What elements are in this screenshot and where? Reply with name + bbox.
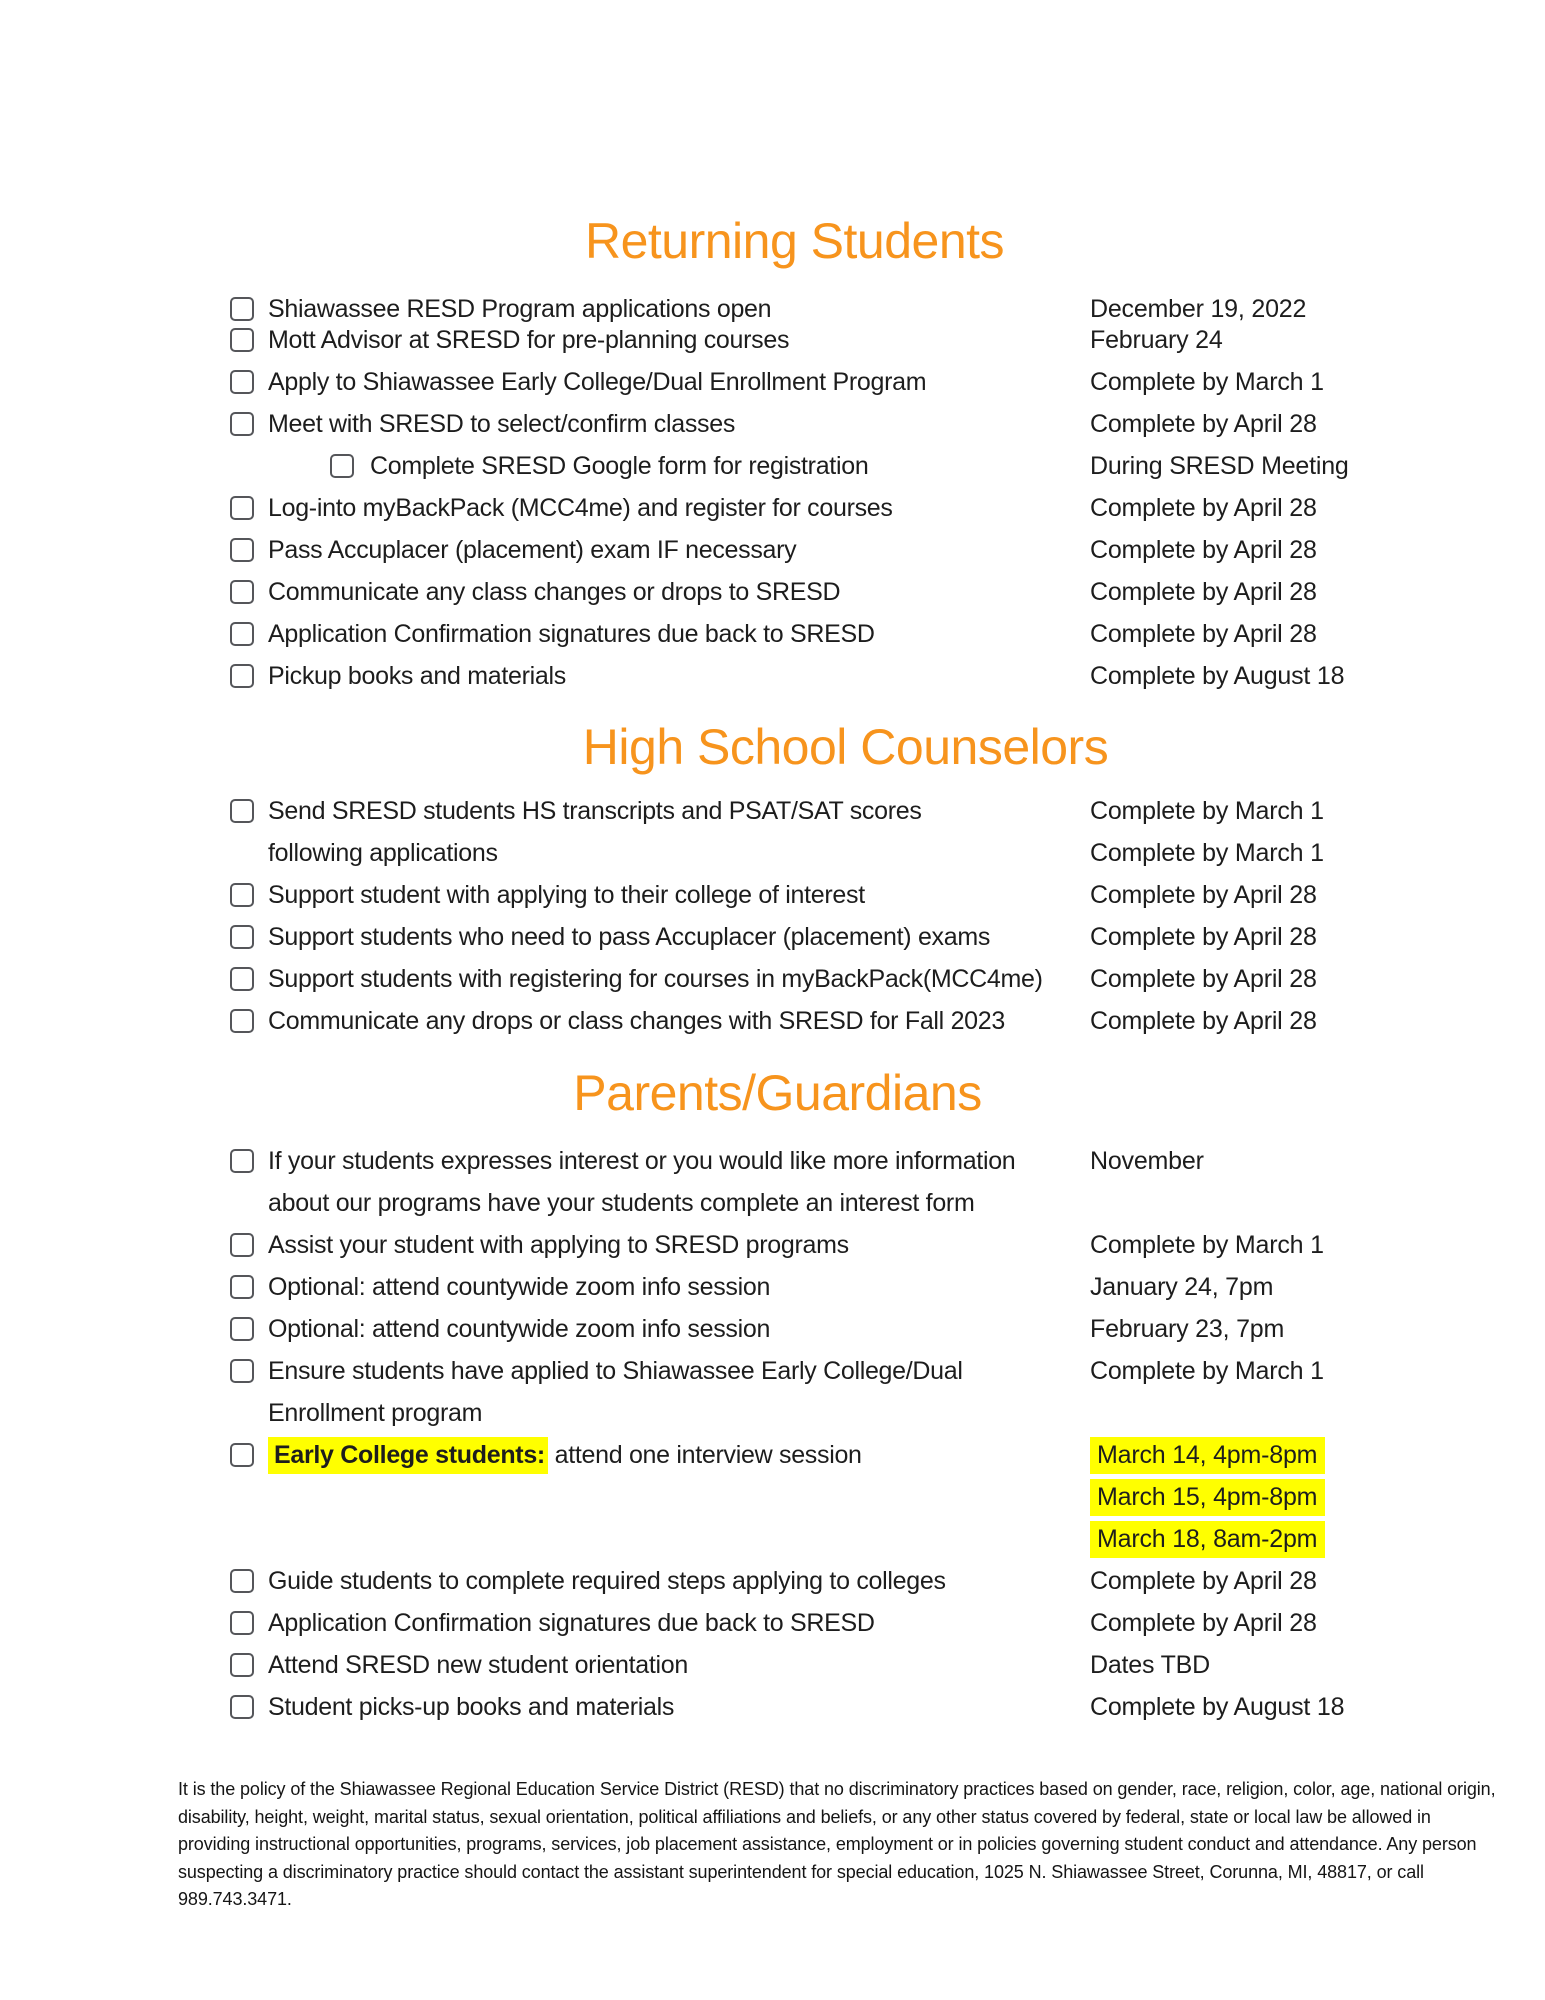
task-label [268,1434,862,1476]
checkbox[interactable] [230,1317,254,1341]
due-date-cell [1090,1644,1210,1686]
section-rows [178,790,1545,1042]
due-date-cell [1090,790,1324,832]
policy-footnote-line: 989.743.3471. [178,1889,292,1909]
task-label-text: Complete SRESD Google form for registration [370,452,869,480]
task-label-text: Assist your student with applying to SRESD programs [268,1231,849,1259]
due-date-cell [1090,1560,1317,1602]
checklist-row [178,1308,1545,1350]
section-rows [178,1140,1545,1728]
due-date: December 19, 2022 [1090,295,1307,323]
due-date: Complete by March 1 [1090,797,1324,825]
due-date: January 24, 7pm [1090,1273,1274,1301]
checklist-row [178,1644,1545,1686]
checklist-row [178,487,1545,529]
due-date: Complete by April 28 [1090,1567,1317,1595]
due-date: Complete by March 1 [1090,368,1324,396]
checkbox[interactable] [230,1695,254,1719]
section-title: Returning Students [584,213,1005,269]
task-label [268,1000,1005,1042]
checkbox[interactable] [230,297,254,321]
checkbox[interactable] [230,412,254,436]
section-title: Parents/Guardians [573,1065,982,1121]
due-date: February 23, 7pm [1090,1315,1285,1343]
due-date-cell [1090,319,1223,361]
section-rows [178,288,1545,697]
task-label [268,790,922,832]
due-date-cell [1090,1686,1344,1728]
policy-footnote-line: suspecting a discriminatory practice should contact the assistant superintendent for special education, 1025 N. Shiawassee Street, Corunna, MI, 48817, or call [178,1861,1424,1882]
checklist-row [178,613,1545,655]
task-label-text: following applications [268,839,498,867]
section-title: High School Counselors [582,719,1109,775]
checkbox[interactable] [230,622,254,646]
checkbox[interactable] [230,538,254,562]
due-date: March 18, 8am-2pm [1090,1521,1325,1558]
checklist-row [178,445,1545,487]
due-date-cell [1090,1224,1324,1266]
checkbox[interactable] [230,664,254,688]
due-date-cell [1090,613,1317,655]
due-date: November [1090,1147,1204,1175]
checkbox[interactable] [230,370,254,394]
due-date: Complete by April 28 [1090,578,1317,606]
task-label-text: Communicate any class changes or drops to SRESD [268,578,841,606]
due-date-cell [1090,1476,1325,1518]
task-label-text: Send SRESD students HS transcripts and PSAT/SAT scores [268,797,922,825]
checklist-row [178,571,1545,613]
due-date-cell [1090,832,1324,874]
checkbox[interactable] [230,883,254,907]
due-date: Complete by April 28 [1090,1007,1317,1035]
task-label [268,1140,1015,1182]
due-date-cell [1090,361,1324,403]
task-label-text: Enrollment program [268,1399,483,1427]
checklist-row [178,1140,1545,1182]
due-date: Complete by April 28 [1090,410,1317,438]
task-label [268,1686,674,1728]
checklist-row [178,655,1545,697]
checkbox[interactable] [230,967,254,991]
task-label-text: Support student with applying to their college of interest [268,881,865,909]
policy-footnote-line: providing instructional opportunities, programs, services, job placement assistance, employment or in policies governing student conduct and attendance. Any person [178,1834,1477,1854]
checkbox[interactable] [230,1611,254,1635]
checkbox[interactable] [230,1359,254,1383]
task-label-text: Optional: attend countywide zoom info session [268,1315,771,1343]
task-label-text: Communicate any drops or class changes with SRESD for Fall 2023 [268,1007,1005,1035]
checklist-row [178,1476,1545,1518]
checkbox[interactable] [230,925,254,949]
due-date-cell [1090,445,1349,487]
task-label [268,655,566,697]
task-label-text: Support students with registering for courses in myBackPack(MCC4me) [268,965,1043,993]
due-date-cell [1090,1434,1325,1476]
due-date-cell [1090,655,1344,697]
task-label [268,1182,974,1224]
checklist-row [178,916,1545,958]
task-label-text: Shiawassee RESD Program applications open [268,295,772,323]
checklist-row [178,403,1545,445]
checklist-row [178,319,1545,361]
due-date: Complete by April 28 [1090,881,1317,909]
checklist-row [178,361,1545,403]
checklist-row [178,1182,1545,1224]
policy-footnote-line: It is the policy of the Shiawassee Regional Education Service District (RESD) that no discriminatory practices based on gender, race, religion, color, age, national origin, [178,1779,1496,1799]
due-date: Complete by April 28 [1090,536,1317,564]
task-label-text: Application Confirmation signatures due back to SRESD [268,620,875,648]
due-date-cell [1090,958,1317,1000]
due-date: Complete by March 1 [1090,839,1324,867]
section-high-school-counselors [178,718,1545,1042]
checklist-row [178,958,1545,1000]
task-label [268,874,865,916]
due-date: During SRESD Meeting [1090,452,1349,480]
checklist-row [178,1392,1545,1434]
task-label-text: Pass Accuplacer (placement) exam IF necessary [268,536,797,564]
checklist-row [178,790,1545,832]
due-date: Complete by April 28 [1090,1609,1317,1637]
task-label [268,1560,946,1602]
task-label-text: Meet with SRESD to select/confirm classes [268,410,736,438]
checklist-row [178,1602,1545,1644]
checkbox[interactable] [230,1149,254,1173]
task-label [268,1644,688,1686]
task-label-text: Log-into myBackPack (MCC4me) and register for courses [268,494,893,522]
task-label [268,319,789,361]
task-label [268,1350,963,1392]
checklist-row [178,1560,1545,1602]
due-date-cell [1090,1000,1317,1042]
due-date-cell [1090,1266,1273,1308]
task-label-text: Student picks-up books and materials [268,1693,675,1721]
due-date: Complete by April 28 [1090,923,1317,951]
checkbox[interactable] [230,1653,254,1677]
due-date: Complete by March 1 [1090,1357,1324,1385]
checklist-row [178,529,1545,571]
due-date-cell [1090,1518,1325,1560]
due-date-cell [1090,1350,1324,1392]
due-date-cell [1090,571,1317,613]
task-label-text: Pickup books and materials [268,662,566,690]
due-date-cell [1090,1308,1284,1350]
task-label [268,1602,875,1644]
due-date-cell [1090,487,1317,529]
checklist-row [178,1518,1545,1560]
due-date: March 15, 4pm-8pm [1090,1479,1325,1516]
checkbox[interactable] [330,454,354,478]
task-label-text: Ensure students have applied to Shiawassee Early College/Dual [268,1357,963,1385]
checkbox[interactable] [230,1443,254,1467]
due-date: Complete by April 28 [1090,620,1317,648]
task-label-text: Support students who need to pass Accuplacer (placement) exams [268,923,991,951]
section-parents-guardians [178,1064,1545,1728]
task-label [268,403,735,445]
section-returning-students [178,212,1545,697]
due-date: Complete by April 28 [1090,494,1317,522]
task-label [268,361,926,403]
due-date: March 14, 4pm-8pm [1090,1437,1325,1474]
due-date-cell [1090,403,1317,445]
checkbox[interactable] [230,580,254,604]
checkbox[interactable] [230,799,254,823]
checklist-row [178,1350,1545,1392]
checkbox[interactable] [230,496,254,520]
checklist-row [178,1434,1545,1476]
task-label [268,958,1043,1000]
due-date-cell [1090,1140,1204,1182]
task-label [268,832,498,874]
task-label-text: Attend SRESD new student orientation [268,1651,689,1679]
task-label [268,529,796,571]
due-date-cell [1090,529,1317,571]
task-label [268,1392,482,1434]
task-label [268,1266,770,1308]
due-date: February 24 [1090,326,1223,354]
task-label-text: If your students expresses interest or you would like more information [268,1147,1016,1175]
task-label [268,613,875,655]
task-label-text: Optional: attend countywide zoom info session [268,1273,771,1301]
task-label [268,487,893,529]
task-label-highlight: Early College students: [268,1437,548,1474]
checklist-row [178,1686,1545,1728]
task-label-text: Mott Advisor at SRESD for pre-planning courses [268,326,790,354]
checkbox[interactable] [230,1275,254,1299]
due-date: Complete by August 18 [1090,662,1345,690]
checklist-row [178,1224,1545,1266]
due-date: Complete by March 1 [1090,1231,1324,1259]
checklist-sections [178,212,1545,1728]
task-label-text: attend one interview session [547,1441,862,1469]
due-date-cell [1090,916,1317,958]
checkbox[interactable] [230,1009,254,1033]
checklist-row [178,832,1545,874]
task-label-text: Application Confirmation signatures due back to SRESD [268,1609,875,1637]
due-date: Complete by August 18 [1090,1693,1345,1721]
task-label [268,1224,849,1266]
checklist-row [178,1266,1545,1308]
task-label-text: Apply to Shiawassee Early College/Dual Enrollment Program [268,368,927,396]
task-label-text: Guide students to complete required steps applying to colleges [268,1567,946,1595]
policy-footnote [178,1776,1545,1914]
due-date-cell [1090,874,1317,916]
task-label-text: about our programs have your students complete an interest form [268,1189,975,1217]
task-label [268,1308,770,1350]
task-label [370,445,868,487]
checkbox[interactable] [230,1569,254,1593]
policy-footnote-line: disability, height, weight, marital status, sexual orientation, political affiliations and beliefs, or any other status covered by federal, state or local law be allowed in [178,1806,1431,1827]
checklist-row [178,874,1545,916]
due-date: Dates TBD [1090,1651,1211,1679]
task-label [268,571,840,613]
due-date-cell [1090,1602,1317,1644]
checkbox[interactable] [230,328,254,352]
checklist-row [178,1000,1545,1042]
task-label [268,916,990,958]
checkbox[interactable] [230,1233,254,1257]
due-date: Complete by April 28 [1090,965,1317,993]
